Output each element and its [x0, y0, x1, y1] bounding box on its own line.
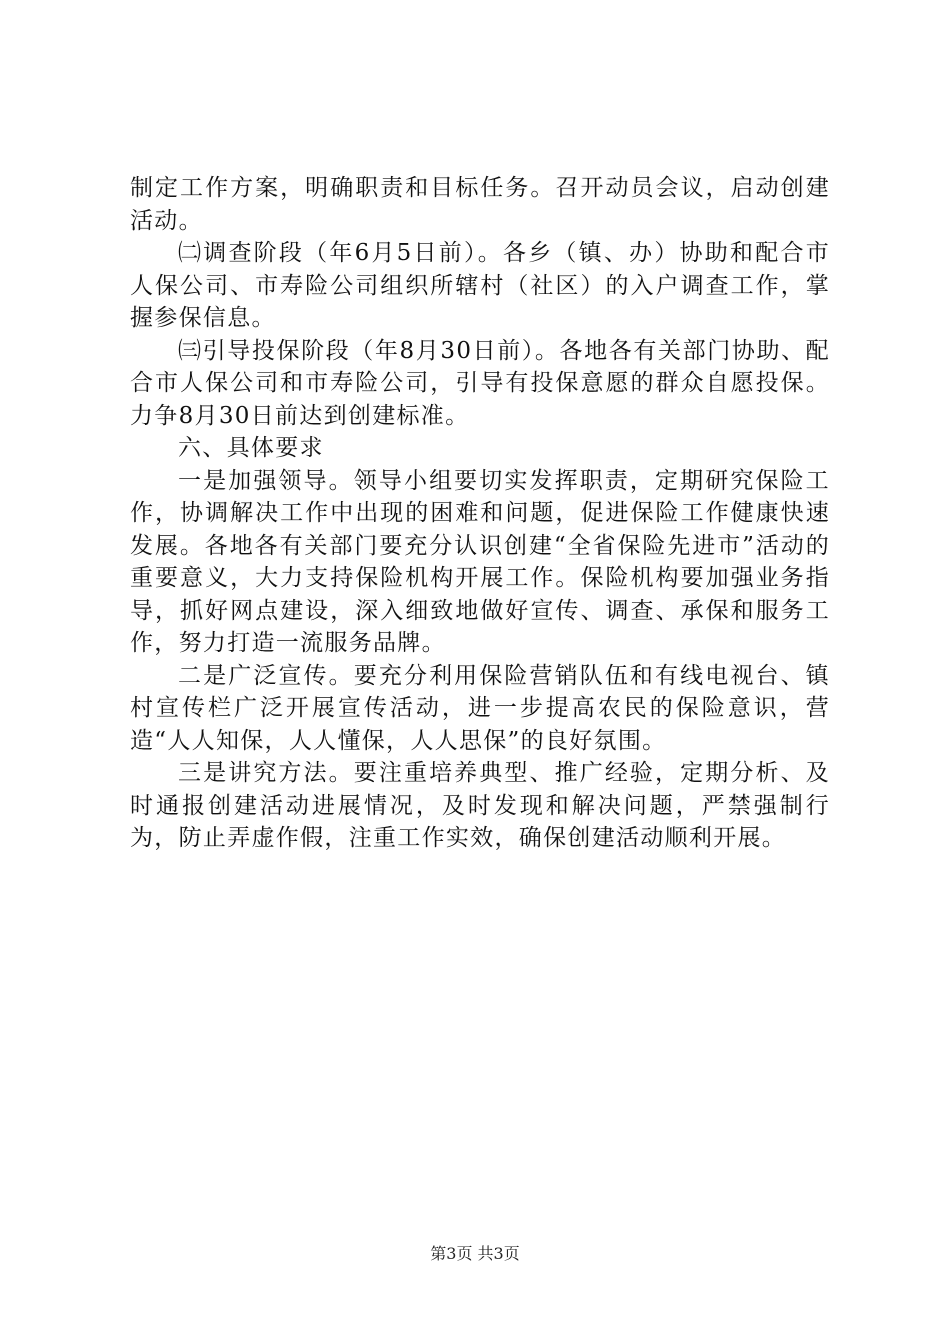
paragraph-publicity: 二是广泛宣传。要充分利用保险营销队伍和有线电视台、镇村宣传栏广泛开展宣传活动，进一步提高农民的保险意识，营造“人人知保，人人懂保，人人思保”的良好氛围。	[130, 662, 830, 754]
paragraph-plan-continuation: 制定工作方案，明确职责和目标任务。召开动员会议，启动创建活动。	[130, 175, 830, 234]
page-number-footer: 第3页 共3页	[430, 1244, 520, 1263]
section-heading-requirements: 六、具体要求	[178, 435, 324, 461]
paragraph-survey-stage: ㈡调查阶段（年6月5日前）。各乡（镇、办）协助和配合市人保公司、市寿险公司组织所辖村（社区）的入户调查工作，掌握参保信息。	[130, 240, 830, 331]
document-body	[130, 172, 830, 855]
paragraph-leadership: 一是加强领导。领导小组要切实发挥职责，定期研究保险工作，协调解决工作中出现的困难和问题，促进保险工作健康快速发展。各地各有关部门要充分认识创建“全省保险先进市”活动的重要意义，大力支持保险机构开展工作。保险机构要加强业务指导，抓好网点建设，深入细致地做好宣传、调查、承保和服务工作，努力打造一流服务品牌。	[130, 467, 830, 656]
paragraph-methods: 三是讲究方法。要注重培养典型、推广经验，定期分析、及时通报创建活动进展情况，及时发现和解决问题，严禁强制行为，防止弄虚作假，注重工作实效，确保创建活动顺利开展。	[130, 760, 830, 851]
paragraph-guidance-stage: ㈢引导投保阶段（年8月30日前）。各地各有关部门协助、配合市人保公司和市寿险公司，引导有投保意愿的群众自愿投保。力争8月30日前达到创建标准。	[130, 337, 830, 429]
